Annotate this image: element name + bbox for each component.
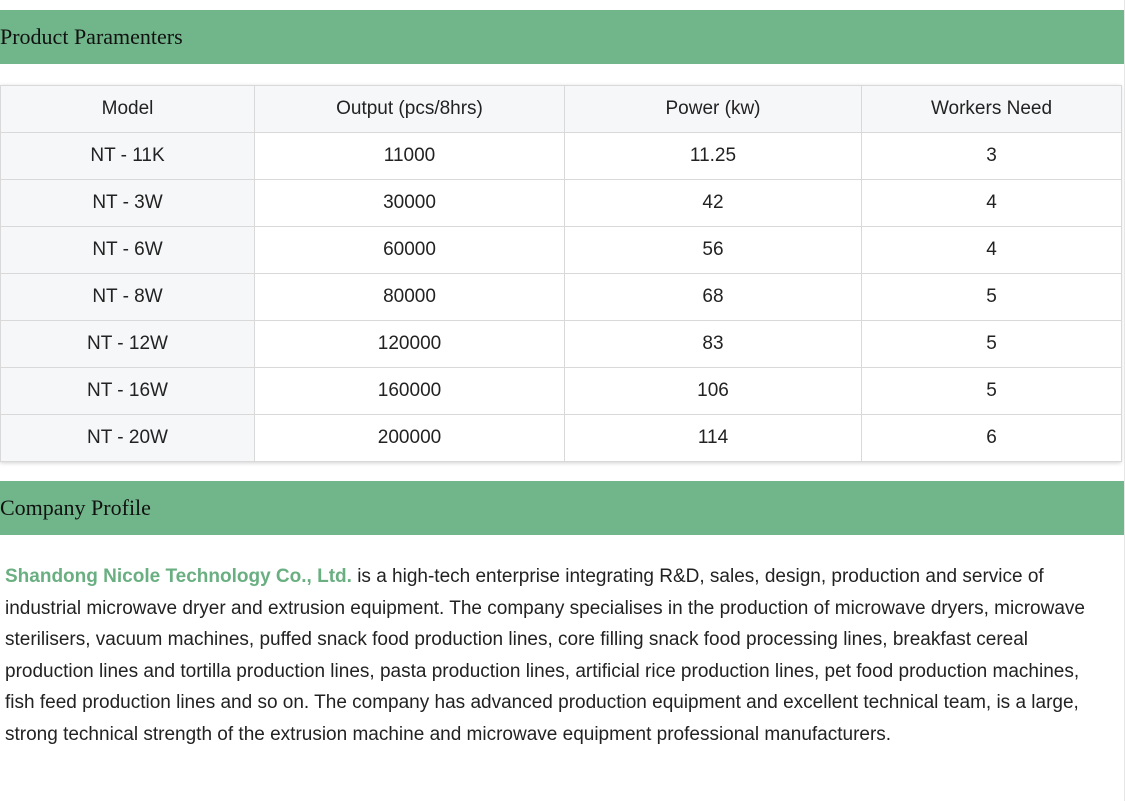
power-cell: 114	[565, 415, 862, 462]
output-cell: 60000	[255, 227, 565, 274]
workers-cell: 5	[862, 274, 1122, 321]
output-cell: 160000	[255, 368, 565, 415]
power-cell: 68	[565, 274, 862, 321]
power-cell: 11.25	[565, 133, 862, 180]
workers-cell: 3	[862, 133, 1122, 180]
table-header-row	[1, 86, 1122, 133]
section-title: Company Profile	[0, 495, 151, 520]
model-cell: NT - 16W	[1, 368, 255, 415]
section-header-product-parameters	[0, 10, 1124, 64]
company-profile-paragraph	[5, 561, 1113, 750]
workers-cell: 5	[862, 368, 1122, 415]
output-cell: 80000	[255, 274, 565, 321]
column-header-workers: Workers Need	[862, 86, 1122, 133]
section-title: Product Paramenters	[0, 24, 183, 49]
parameters-table	[0, 85, 1122, 462]
output-cell: 30000	[255, 180, 565, 227]
company-name-link[interactable]: Shandong Nicole Technology Co., Ltd.	[5, 566, 352, 587]
model-cell: NT - 8W	[1, 274, 255, 321]
workers-cell: 5	[862, 321, 1122, 368]
model-cell: NT - 11K	[1, 133, 255, 180]
section-header-company-profile	[0, 481, 1124, 535]
table-row	[1, 415, 1122, 462]
table-row	[1, 227, 1122, 274]
column-header-model: Model	[1, 86, 255, 133]
parameters-table-container	[0, 85, 1121, 462]
table-row	[1, 180, 1122, 227]
output-cell: 120000	[255, 321, 565, 368]
output-cell: 200000	[255, 415, 565, 462]
power-cell: 106	[565, 368, 862, 415]
column-header-power: Power (kw)	[565, 86, 862, 133]
model-cell: NT - 12W	[1, 321, 255, 368]
workers-cell: 4	[862, 180, 1122, 227]
model-cell: NT - 3W	[1, 180, 255, 227]
power-cell: 42	[565, 180, 862, 227]
table-row	[1, 274, 1122, 321]
workers-cell: 4	[862, 227, 1122, 274]
table-row	[1, 321, 1122, 368]
power-cell: 83	[565, 321, 862, 368]
model-cell: NT - 20W	[1, 415, 255, 462]
column-header-output: Output (pcs/8hrs)	[255, 86, 565, 133]
workers-cell: 6	[862, 415, 1122, 462]
table-row	[1, 368, 1122, 415]
table-row	[1, 133, 1122, 180]
power-cell: 56	[565, 227, 862, 274]
company-profile-body: is a high-tech enterprise integrating R&D, sales, design, production and service of industrial microwave dryer and extrusion equipment. The company specialises in the production of microwave dryers, microwave sterilisers, vacuum machines, puffed snack food production lines, core filling snack food processing lines, breakfast cereal production lines and tortilla production lines, pasta production lines, artificial rice production lines, pet food production machines, fish feed production lines and so on. The company has advanced production equipment and excellent technical team, is a large, strong technical strength of the extrusion machine and microwave equipment professional manufacturers.	[5, 566, 1085, 745]
output-cell: 11000	[255, 133, 565, 180]
model-cell: NT - 6W	[1, 227, 255, 274]
